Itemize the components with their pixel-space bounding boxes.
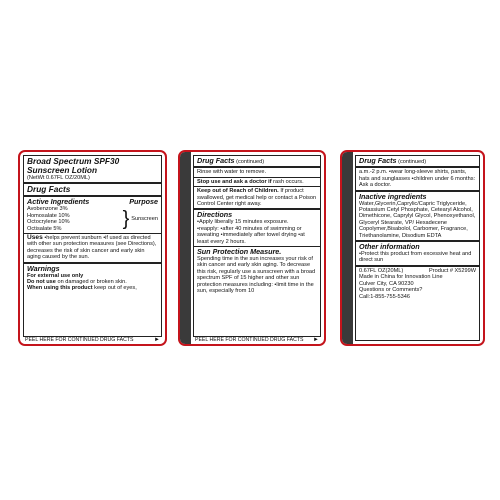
keep-out-label: Keep out of Reach of Children. [197,188,279,195]
directions-section [194,210,320,247]
brace-glyph: } [122,208,130,231]
active-ingredients-section [24,197,161,234]
sun-protection-heading: Sun Protection Measure. [197,247,282,257]
product-subtitle: Sunscreen Lotion [27,165,98,175]
active-ingredient: Avobenzone 3% [27,206,68,213]
manufacturer-section [356,267,479,301]
active-ingredient: Octisalate 5% [27,225,62,232]
keep-out-section [194,187,320,210]
net-weight: (NetWt 0.67FL OZ/20ML) [27,175,90,181]
rinse-section [194,168,320,177]
other-information-text: •Protect this product from excessive heat and direct sun [359,251,472,264]
uses-section [24,234,161,264]
made-in-text: Made in China for Innovation Line [359,274,443,281]
sun-protection-text: Spending time in the sun increases your risk of skin cancer and early skin aging. To decrease this risk, regularly use a sunscreen with a broad spectrum SPF of 15 higher and other sun protection measures including: •limit time in the sun, especially from 10 [197,256,316,295]
arrow-right-icon: ► [313,337,319,343]
active-ingredient: Octocrylene 10% [27,219,70,226]
uses-label: Uses [27,234,43,242]
product-title-section [24,156,161,184]
net-size: 0.67FL OZ(20ML) [359,267,404,274]
other-information-section [356,242,479,267]
warnings-heading: Warnings [27,263,60,273]
inactive-ingredients-heading: Inactive ingredients [359,191,427,201]
peel-here-text: PEEL HERE FOR CONTINUED DRUG FACTS [195,337,304,343]
peel-here-strip[interactable] [23,336,162,344]
drug-facts-box [193,155,321,341]
purpose-value: Sunscreen [131,216,158,223]
directions-heading: Directions [197,210,233,220]
external-use-note: For external use only [27,272,84,279]
active-ingredients-heading: Active Ingredients [27,197,90,207]
when-using-label: When using this product [27,285,93,292]
drug-facts-title: Drug Facts [197,156,235,165]
drug-facts-box [355,155,480,341]
continued-label: (continued) [236,159,265,165]
continued-directions-text: a.m.-2 p.m. •wear long-sleeve shirts, pants, hats and sunglasses •children under 6 months: Ask a doctor. [359,169,476,189]
peel-here-text: PEEL HERE FOR CONTINUED DRUG FACTS [25,337,134,343]
stop-use-section [194,178,320,187]
sun-protection-section [194,247,320,295]
product-number: Product # X5299W [429,267,476,274]
drug-facts-title: Drug Facts [27,184,71,195]
stop-use-text: rash occurs. [273,178,304,185]
drug-facts-box [23,155,162,341]
active-ingredient: Homosalate 10% [27,212,70,219]
label-panel-back [340,150,485,346]
arrow-right-icon: ► [154,337,160,343]
continued-directions [356,168,479,191]
drug-facts-header [356,156,479,168]
direction-item: •reapply: •after 40 minutes of swimming or sweating •immediately after towel drying •at least every 2 hours. [197,225,305,245]
do-not-use-text: on damaged or broken skin. [57,279,127,286]
rinse-text: Rinse with water to remove. [197,169,267,176]
purpose-heading: Purpose [129,197,158,207]
keep-out-text: If product swallowed, get medical help or contact a Poison Control Center right away. [197,188,317,208]
label-spine [342,152,353,344]
city-text: Culver City, CA 90230 [359,280,414,287]
direction-item: •Apply liberally 15 minutes exposure. [197,219,289,226]
label-panel-front [18,150,167,346]
drug-facts-header [24,184,161,197]
product-title: Broad Spectrum SPF30 [27,156,120,166]
label-spine [180,152,191,344]
warnings-section [24,264,161,293]
inactive-ingredients-text: Water,Glycerin,Caprylic/Capric Triglyceride, Potassium Cetyl Phosphate, Cetearyl Alcohol, Dimethicone, Caprylyl Glycol, Phenoxyethanol, Glyceryl Stearate, VP/ Hexadecene Copolymer,Bisabolol, Carbomer, Fragrance, Triethanolamine, Disodium EDTA [359,200,476,239]
label-panel-middle [178,150,326,346]
stop-use-label: Stop use and ask a doctor if [197,178,272,185]
drug-facts-header [194,156,320,168]
peel-here-strip[interactable] [193,336,321,344]
when-using-text: keep out of eyes, [94,285,137,292]
drug-facts-title: Drug Facts [359,156,397,165]
call-number: Call:1-855-755-5346 [359,293,410,300]
inactive-ingredients-section [356,192,479,242]
questions-text: Questions or Comments? [359,287,423,294]
continued-label: (continued) [398,159,427,165]
do-not-use-label: Do not use [27,279,56,286]
other-information-heading: Other information [359,242,420,252]
uses-text: •helps prevent sunburn •if used as directed with other sun protection measures (see Directions), decreases the risk of skin cancer and early skin aging caused by the sun. [27,235,157,261]
